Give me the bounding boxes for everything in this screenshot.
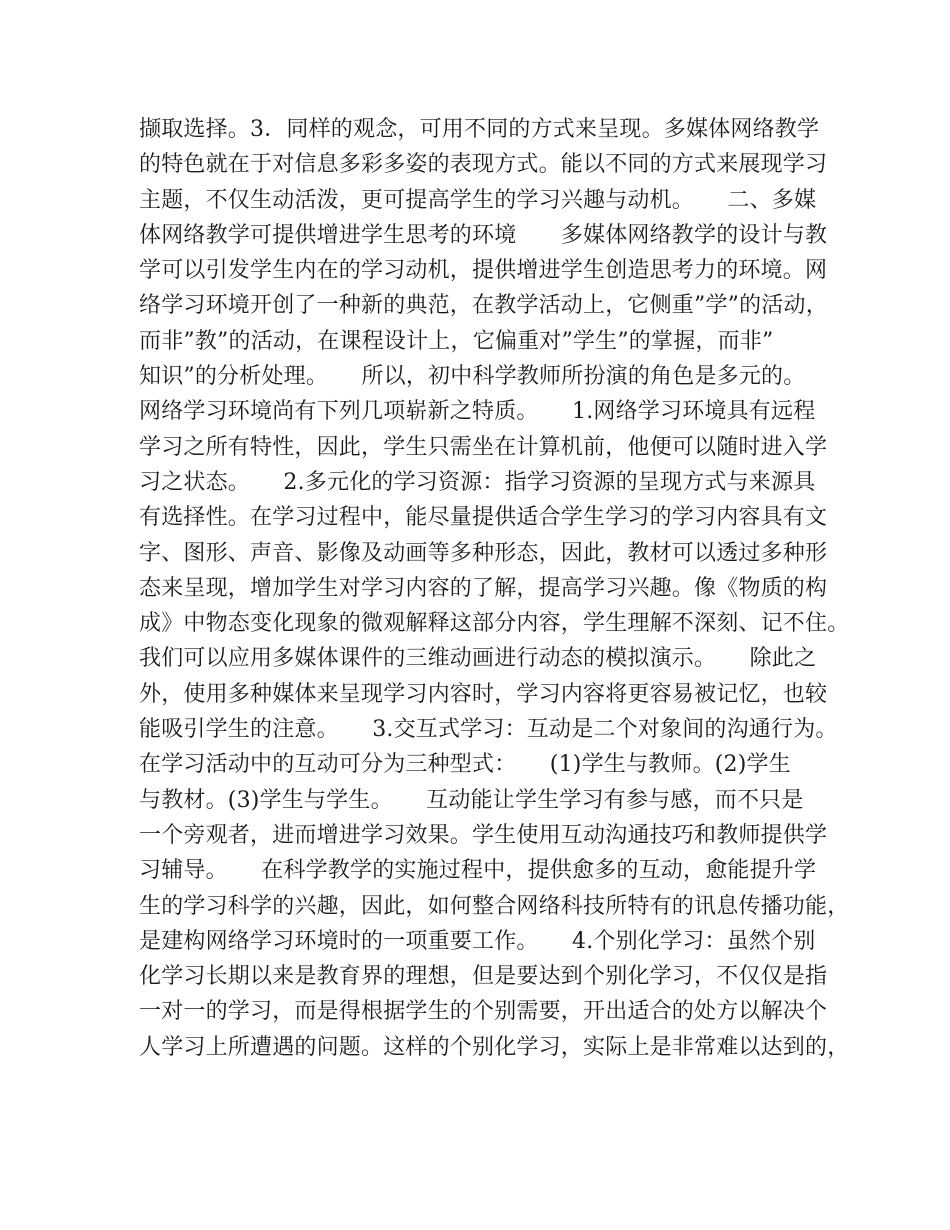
text-line: 是建构网络学习环境时的一项重要工作。 4.个别化学习：虽然个别 [139,928,816,954]
text-line: 人学习上所遭遇的问题。这样的个别化学习，实际上是非常难以达到的， [139,1034,850,1060]
text-line: 学可以引发学生内在的学习动机，提供增进学生创造思考力的环境。网 [139,258,828,284]
text-line: 在学习活动中的互动可分为三种型式： (1)学生与教师。(2)学生 [139,752,791,778]
text-line: 有选择性。在学习过程中，能尽量提供适合学生学习的学习内容具有文 [139,505,828,531]
text-line: 知识”的分析处理。 所以，初中科学教师所扮演的角色是多元的。 [139,364,806,390]
text-line: 能吸引学生的注意。 3.交互式学习：互动是二个对象间的沟通行为。 [139,717,838,743]
text-line: 字、图形、声音、影像及动画等多种形态，因此，教材可以透过多种形 [139,540,828,566]
text-line: 体网络教学可提供增进学生思考的环境 多媒体网络教学的设计与教 [139,222,828,248]
text-line: 学习之所有特性，因此，学生只需坐在计算机前，他便可以随时进入学 [139,434,828,460]
text-line: 成》中物态变化现象的微观解释这部分内容，学生理解不深刻、记不住。 [139,611,850,637]
text-line: 习辅导。 在科学教学的实施过程中，提供愈多的互动，愈能提升学 [139,858,817,884]
text-line: 络学习环境开创了一种新的典范，在教学活动上，它侧重”学”的活动， [139,293,828,319]
body-text [139,112,850,1065]
text-line: 我们可以应用多媒体课件的三维动画进行动态的模拟演示。 除此之 [139,646,817,672]
text-line: 生的学习科学的兴趣，因此，如何整合网络科技所特有的讯息传播功能， [139,893,850,919]
text-line: 与教材。(3)学生与学生。 互动能让学生学习有参与感，而不只是 [139,787,804,813]
text-line: 的特色就在于对信息多彩多姿的表现方式。能以不同的方式来展现学习 [139,152,828,178]
text-line: 撷取选择。3．同样的观念，可用不同的方式来呈现。多媒体网络教学 [139,117,820,142]
text-line: 主题，不仅生动活泼，更可提高学生的学习兴趣与动机。 二、多媒 [139,187,817,213]
text-line: 而非”教”的活动，在课程设计上，它偏重对”学生”的掌握，而非” [139,328,774,354]
text-line: 网络学习环境尚有下列几项崭新之特质。 1.网络学习环境具有远程 [139,399,816,425]
text-line: 习之状态。 2.多元化的学习资源：指学习资源的呈现方式与来源具 [139,469,816,495]
text-line: 一对一的学习，而是得根据学生的个别需要，开出适合的处方以解决个 [139,999,828,1025]
text-line: 一个旁观者，进而增进学习效果。学生使用互动沟通技巧和教师提供学 [139,822,828,848]
text-line: 化学习长期以来是教育界的理想，但是要达到个别化学习，不仅仅是指 [139,964,828,990]
text-line: 外，使用多种媒体来呈现学习内容时，学习内容将更容易被记忆，也较 [139,681,828,707]
text-line: 态来呈现，增加学生对学习内容的了解，提高学习兴趣。像《物质的构 [139,575,828,601]
